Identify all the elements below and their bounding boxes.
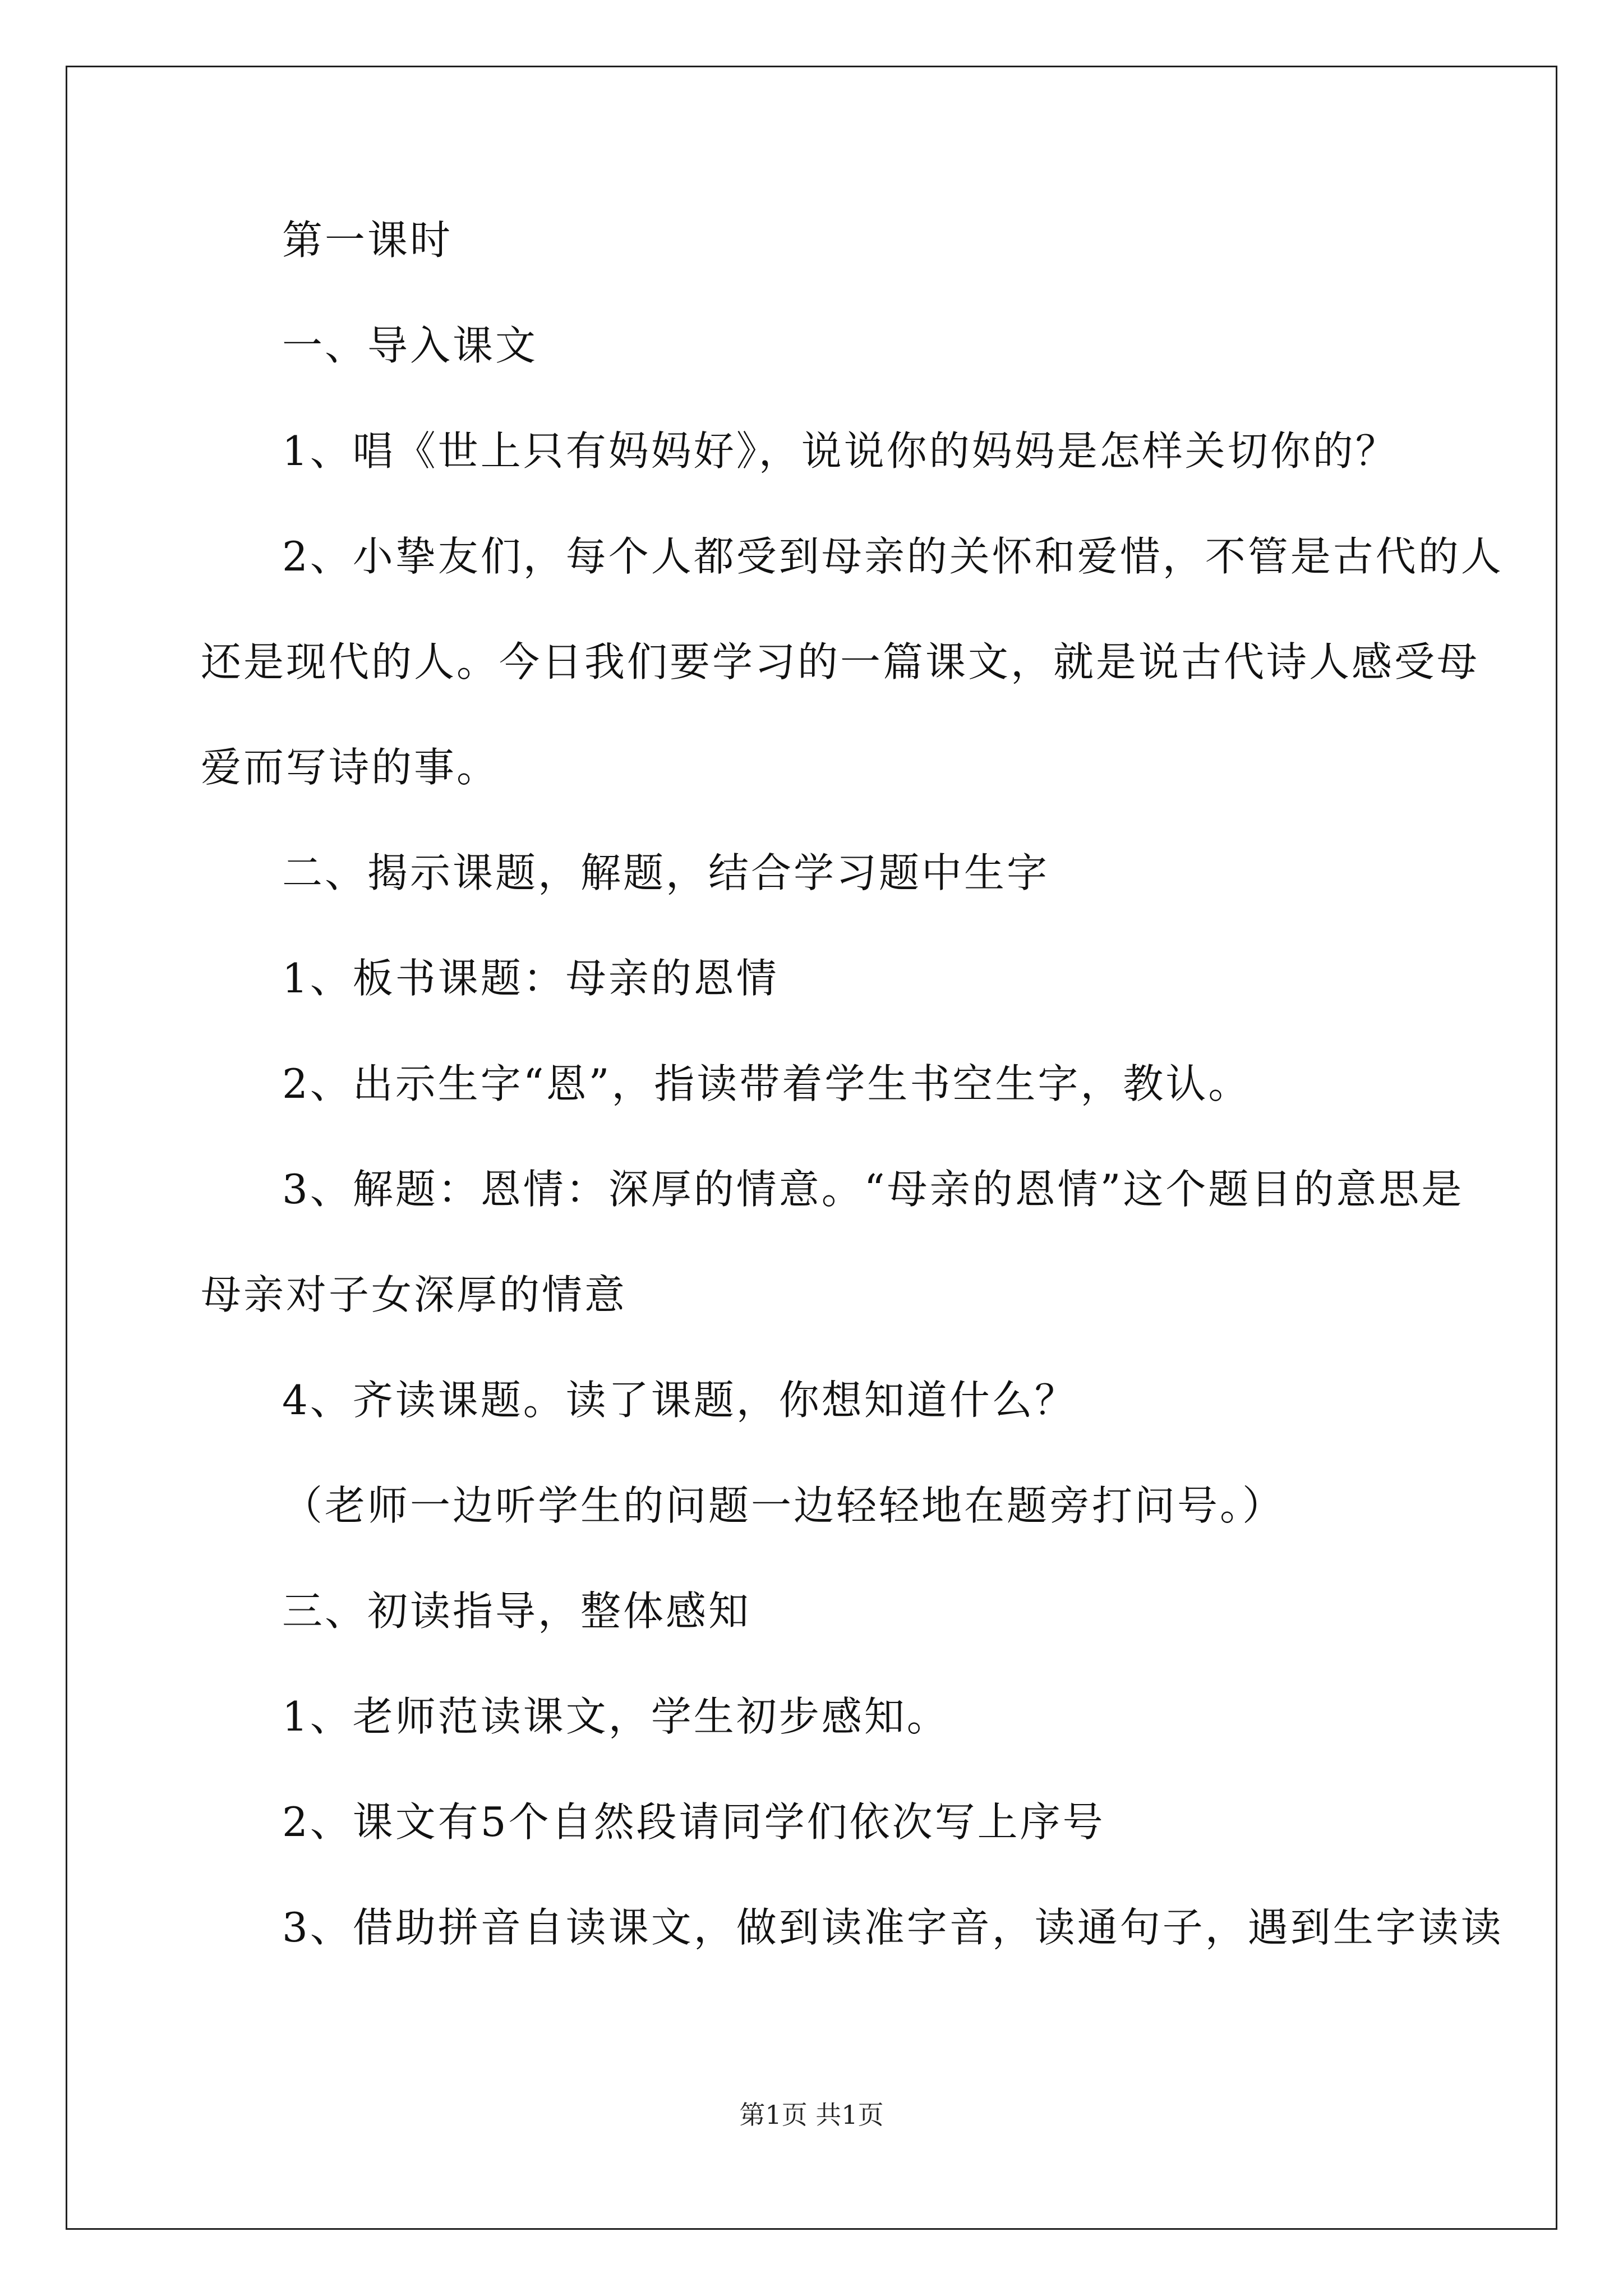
paragraph-line: 4、齐读课题。读了课题，你想知道什么？ <box>282 1377 1077 1424</box>
section-heading-2: 二、揭示课题，解题，结合学习题中生字 <box>282 849 1050 896</box>
paragraph-line: 2、出示生字“恩”，指读带着学生书空生字，教认。 <box>282 1060 1251 1107</box>
page-footer: 第1页 共1页 <box>739 2100 884 2130</box>
paragraph-line: 母亲对子女深厚的情意 <box>201 1271 628 1318</box>
paragraph-line: 3、解题：恩情：深厚的情意。“母亲的恩情”这个题目的意思是 <box>282 1166 1464 1213</box>
paragraph-line: （老师一边听学生的问题一边轻轻地在题旁打问号。） <box>282 1482 1285 1529</box>
paragraph-line: 爱而写诗的事。 <box>201 744 500 791</box>
section-heading-1: 一、导入课文 <box>282 322 538 369</box>
paragraph-line: 3、借助拼音自读课文，做到读准字音，读通句子，遇到生字读读 <box>282 1904 1504 1951</box>
section-heading-3: 三、初读指导，整体感知 <box>282 1588 751 1635</box>
paragraph-line: 2、课文有5个自然段请同学们依次写上序号 <box>282 1798 1105 1846</box>
paragraph-line: 1、老师范读课文，学生初步感知。 <box>282 1693 949 1740</box>
paragraph-line: 1、唱《世上只有妈妈好》，说说你的妈妈是怎样关切你的？ <box>282 427 1398 475</box>
paragraph-line: 2、小挚友们，每个人都受到母亲的关怀和爱惜，不管是古代的人 <box>282 533 1504 580</box>
paragraph-line: 1、板书课题：母亲的恩情 <box>282 955 779 1002</box>
lesson-heading: 第一课时 <box>282 217 453 264</box>
paragraph-line: 还是现代的人。今日我们要学习的一篇课文，就是说古代诗人感受母 <box>201 638 1480 685</box>
